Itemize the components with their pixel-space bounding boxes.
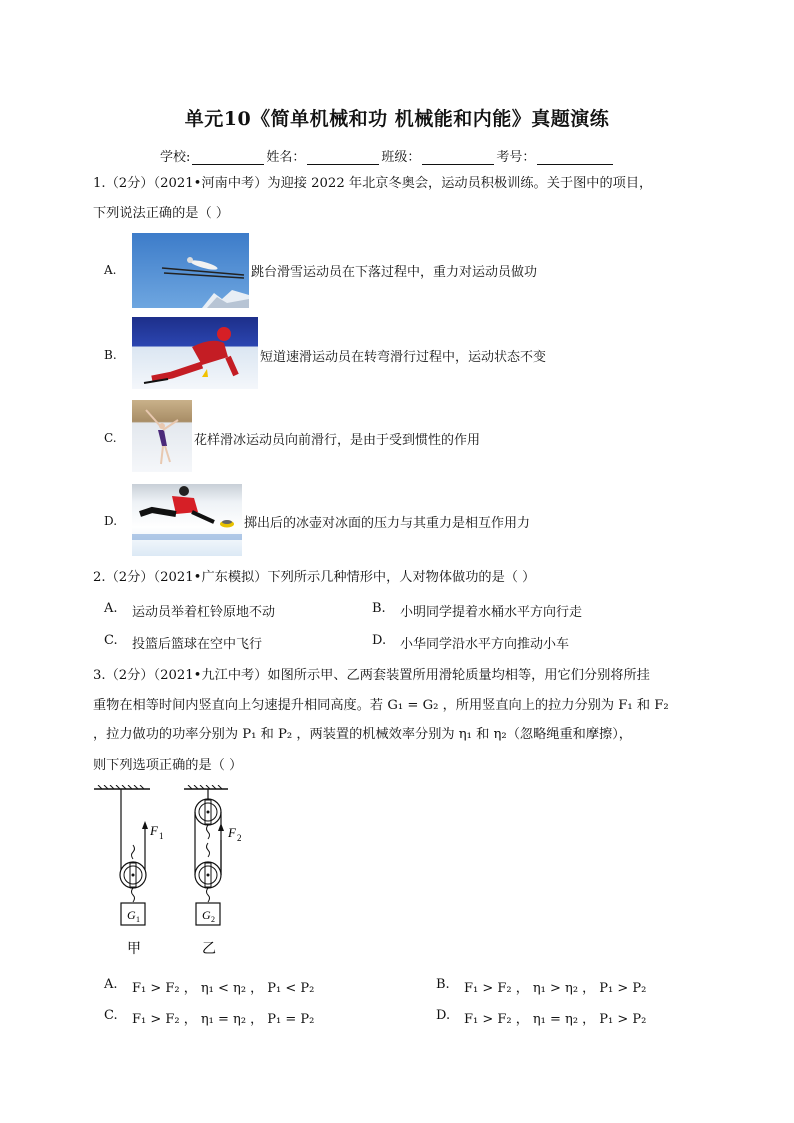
q3-option-b-label: B. (436, 977, 450, 992)
q3-option-b-text: F₁ > F₂ ， η₁ > η₂ ， P₁ > P₂ (464, 981, 647, 996)
q1-option-c-label: C. (104, 431, 117, 445)
student-info-line (160, 146, 615, 165)
exam-no-label: 考号： (496, 150, 536, 165)
q3-option-c-label: C. (104, 1008, 118, 1023)
q2-option-d-text: 小华同学沿水平方向推动小车 (400, 637, 570, 652)
class-label: 班级： (381, 150, 421, 165)
q2-option-d-label: D. (372, 633, 387, 648)
curling-photo (132, 484, 242, 556)
g1-subscript: 1 (136, 915, 140, 924)
q2-option-b-label: B. (372, 601, 386, 616)
g1-label: G (127, 908, 136, 922)
q3-option-a-text: F₁ > F₂ ， η₁ < η₂ ， P₁ < P₂ (132, 981, 315, 996)
speed-skater-photo (132, 317, 258, 389)
school-label: 学校: (160, 150, 191, 165)
q1-option-a-label: A. (104, 263, 117, 277)
q1-option-a-text: 跳台滑雪运动员在下落过程中，重力对运动员做功 (251, 265, 538, 280)
q3-option-c-text: F₁ > F₂ ， η₁ = η₂ ， P₁ = P₂ (132, 1012, 315, 1027)
exam-no-blank[interactable] (537, 151, 613, 165)
q1-option-d-label: D. (104, 514, 118, 528)
q3-option-d-label: D. (436, 1008, 451, 1023)
q2-option-a-text: 运动员举着杠铃原地不动 (132, 605, 276, 620)
q3-option-a-label: A. (104, 977, 118, 992)
q2-option-c-label: C. (104, 633, 118, 648)
q3-stem-line3: ，拉力做功的功率分别为 P₁ 和 P₂ ，两装置的机械效率分别为 η₁ 和 η₂（忽略绳重和摩擦）， (93, 727, 632, 742)
name-label: 姓名： (266, 150, 306, 165)
q1-stem-line2: 下列说法正确的是（ ） (93, 206, 230, 221)
jia-label: 甲 (127, 941, 141, 957)
q1-stem-line1: 1.（2分）（2021•河南中考）为迎接 2022 年北京冬奥会，运动员积极训练。关于图中的项目， (93, 176, 653, 191)
q3-option-d-text: F₁ > F₂ ， η₁ = η₂ ， P₁ > P₂ (464, 1012, 647, 1027)
g2-label: G (202, 908, 211, 922)
q2-option-a-label: A. (104, 601, 118, 616)
name-blank[interactable] (307, 151, 379, 165)
q2-stem: 2.（2分）（2021•广东模拟）下列所示几种情形中，人对物体做功的是（ ） (93, 570, 536, 585)
q1-option-c-text: 花样滑冰运动员向前滑行，是由于受到惯性的作用 (194, 433, 481, 448)
q3-stem-line2: 重物在相等时间内竖直向上匀速提升相同高度。若 G₁ = G₂ ，所用竖直向上的拉力分别为 F₁ 和 F₂ (93, 698, 669, 713)
f2-label: F (228, 825, 236, 840)
q1-option-d-text: 掷出后的冰壶对冰面的压力与其重力是相互作用力 (244, 516, 531, 531)
q1-option-b-text: 短道速滑运动员在转弯滑行过程中，运动状态不变 (260, 350, 547, 365)
q2-option-c-text: 投篮后篮球在空中飞行 (132, 637, 263, 652)
class-blank[interactable] (422, 151, 494, 165)
q2-option-b-text: 小明同学提着水桶水平方向行走 (400, 605, 583, 620)
f1-subscript: 1 (159, 831, 164, 841)
q3-stem-line4: 则下列选项正确的是（ ） (93, 758, 243, 773)
f1-label: F (150, 823, 158, 838)
q3-stem-line1: 3.（2分）（2021•九江中考）如图所示甲、乙两套装置所用滑轮质量均相等，用它们分别将所挂 (93, 668, 650, 683)
yi-label: 乙 (202, 941, 216, 957)
page-title: 单元10《简单机械和功 机械能和内能》真题演练 (184, 108, 610, 130)
g2-subscript: 2 (211, 915, 215, 924)
f2-subscript: 2 (237, 833, 242, 843)
ski-jump-photo (132, 233, 249, 308)
pulley-diagram (90, 785, 260, 965)
figure-skater-photo (132, 400, 192, 472)
q1-option-b-label: B. (104, 348, 117, 362)
school-blank[interactable] (192, 151, 264, 165)
